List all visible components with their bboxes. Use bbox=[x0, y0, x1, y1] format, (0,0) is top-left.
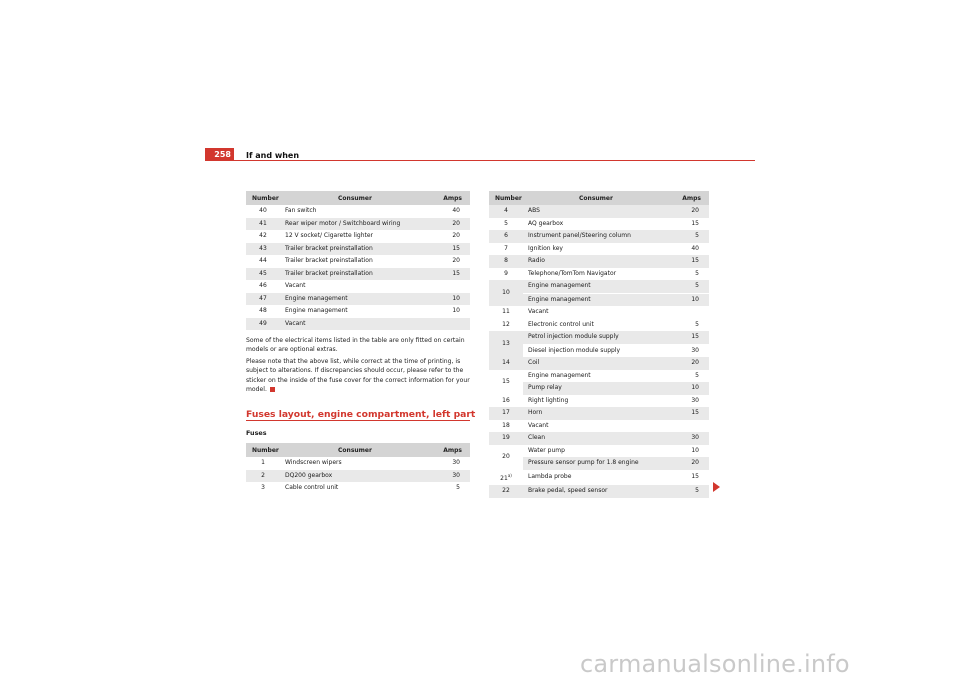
fuse-amps: 15 bbox=[430, 268, 470, 281]
fuse-consumer: DQ200 gearbox bbox=[280, 470, 430, 483]
fuse-amps: 40 bbox=[669, 243, 709, 256]
fuse-consumer: Engine management bbox=[523, 370, 669, 383]
fuse-number: 22 bbox=[489, 485, 523, 498]
fuse-amps: 10 bbox=[430, 305, 470, 318]
fuse-consumer: Petrol injection module supply bbox=[523, 331, 669, 344]
fuse-consumer: Clean bbox=[523, 432, 669, 445]
table-row bbox=[246, 243, 470, 256]
fuse-number: 19 bbox=[489, 432, 523, 445]
table-header-row bbox=[246, 443, 470, 457]
footnote-marker: a) bbox=[507, 472, 512, 478]
section-divider bbox=[246, 420, 470, 421]
fuse-number: 49 bbox=[246, 318, 280, 331]
fuse-amps: 10 bbox=[430, 293, 470, 306]
table-row bbox=[489, 306, 709, 319]
table-header-row bbox=[489, 191, 709, 205]
fuse-amps: 10 bbox=[669, 445, 709, 458]
fuse-number: 44 bbox=[246, 255, 280, 268]
fuse-consumer: Telephone/TomTom Navigator bbox=[523, 268, 669, 281]
fuse-number: 2 bbox=[246, 470, 280, 483]
fuse-amps: 15 bbox=[669, 470, 709, 486]
fuse-consumer: Pressure sensor pump for 1.8 engine bbox=[523, 457, 669, 470]
fuse-consumer: Ignition key bbox=[523, 243, 669, 256]
table-row bbox=[489, 357, 709, 370]
fuse-consumer: Diesel injection module supply bbox=[523, 344, 669, 357]
column-header-consumer: Consumer bbox=[280, 191, 430, 205]
fuse-number: 10 bbox=[489, 280, 523, 306]
table-row bbox=[246, 218, 470, 231]
fuse-consumer: Vacant bbox=[523, 420, 669, 433]
fuse-amps: 30 bbox=[669, 432, 709, 445]
table-header-row bbox=[246, 191, 470, 205]
note-optional-extras: Some of the electrical items listed in the table are only fitted on certain models or are optional extras. bbox=[246, 337, 465, 354]
fuse-amps: 5 bbox=[669, 319, 709, 332]
fuse-table-left-bottom bbox=[246, 443, 470, 495]
fuse-amps: 20 bbox=[669, 357, 709, 370]
fuse-number: 5 bbox=[489, 218, 523, 231]
fuse-consumer: Vacant bbox=[280, 318, 430, 331]
table-row bbox=[489, 243, 709, 256]
fuse-number: 48 bbox=[246, 305, 280, 318]
fuse-number: 17 bbox=[489, 407, 523, 420]
fuse-consumer: Engine management bbox=[523, 293, 669, 306]
table-row bbox=[489, 319, 709, 332]
fuse-consumer: 12 V socket/ Cigarette lighter bbox=[280, 230, 430, 243]
fuse-number: 13 bbox=[489, 331, 523, 357]
table-row bbox=[246, 305, 470, 318]
fuse-consumer: Radio bbox=[523, 255, 669, 268]
fuse-number: 43 bbox=[246, 243, 280, 256]
fuse-consumer: Right lighting bbox=[523, 395, 669, 408]
fuse-number: 6 bbox=[489, 230, 523, 243]
fuse-consumer: Rear wiper motor / Switchboard wiring bbox=[280, 218, 430, 231]
fuse-consumer: Horn bbox=[523, 407, 669, 420]
table-row bbox=[489, 445, 709, 458]
fuse-consumer: Brake pedal, speed sensor bbox=[523, 485, 669, 498]
note-alterations-text: Please note that the above list, while correct at the time of printing, is subject to alterations. If discrepancies should occur, please refer to the sticker on the inside of the fuse cover for the correct information for your model. bbox=[246, 358, 470, 394]
fuse-amps: 5 bbox=[669, 370, 709, 383]
table-row bbox=[489, 470, 709, 486]
table-row bbox=[246, 268, 470, 281]
table-row bbox=[246, 293, 470, 306]
column-header-amps: Amps bbox=[430, 191, 470, 205]
header-divider bbox=[234, 160, 755, 161]
note-alterations bbox=[246, 357, 471, 395]
column-header-amps: Amps bbox=[430, 443, 470, 457]
table-row bbox=[489, 255, 709, 268]
fuse-consumer: Pump relay bbox=[523, 382, 669, 395]
fuse-number: 15 bbox=[489, 370, 523, 395]
fuse-amps bbox=[669, 420, 709, 433]
fuse-amps: 15 bbox=[430, 243, 470, 256]
fuse-consumer: Lambda probe bbox=[523, 470, 669, 486]
fuse-amps: 30 bbox=[669, 395, 709, 408]
fuse-number: 40 bbox=[246, 205, 280, 218]
fuse-number: 4 bbox=[489, 205, 523, 218]
fuse-consumer: ABS bbox=[523, 205, 669, 218]
column-header-number: Number bbox=[489, 191, 523, 205]
column-header-consumer: Consumer bbox=[523, 191, 669, 205]
fuse-number: 46 bbox=[246, 280, 280, 293]
fuse-amps: 20 bbox=[669, 457, 709, 470]
table-row bbox=[489, 420, 709, 433]
table-row bbox=[489, 331, 709, 344]
table-row bbox=[246, 457, 470, 470]
fuse-number: 11 bbox=[489, 306, 523, 319]
table-row bbox=[489, 280, 709, 293]
table-row bbox=[489, 370, 709, 383]
fuse-consumer: Windscreen wipers bbox=[280, 457, 430, 470]
fuse-consumer: Electronic control unit bbox=[523, 319, 669, 332]
fuse-number: 14 bbox=[489, 357, 523, 370]
fuse-number: 1 bbox=[246, 457, 280, 470]
table-row bbox=[246, 205, 470, 218]
fuse-consumer: Fan switch bbox=[280, 205, 430, 218]
fuse-number: 16 bbox=[489, 395, 523, 408]
fuse-table-left-top bbox=[246, 191, 470, 330]
table-row bbox=[489, 268, 709, 281]
fuse-amps: 20 bbox=[430, 218, 470, 231]
fuse-amps: 5 bbox=[430, 482, 470, 495]
page-number: 258 bbox=[205, 148, 234, 161]
table-row bbox=[489, 205, 709, 218]
fuse-amps: 5 bbox=[669, 230, 709, 243]
fuse-number: 8 bbox=[489, 255, 523, 268]
table-row bbox=[246, 280, 470, 293]
fuse-amps: 30 bbox=[430, 457, 470, 470]
fuse-amps: 40 bbox=[430, 205, 470, 218]
fuse-amps: 30 bbox=[430, 470, 470, 483]
fuse-consumer: Cable control unit bbox=[280, 482, 430, 495]
fuse-number: 21 bbox=[500, 474, 508, 482]
table-row bbox=[246, 255, 470, 268]
fuse-consumer: Water pump bbox=[523, 445, 669, 458]
fuse-consumer: Engine management bbox=[280, 305, 430, 318]
watermark: carmanualsonline.info bbox=[580, 650, 850, 678]
fuse-number: 7 bbox=[489, 243, 523, 256]
fuse-amps: 5 bbox=[669, 268, 709, 281]
table-row bbox=[489, 407, 709, 420]
fuse-amps: 10 bbox=[669, 293, 709, 306]
column-header-amps: Amps bbox=[669, 191, 709, 205]
fuse-consumer: Instrument panel/Steering column bbox=[523, 230, 669, 243]
fuse-number: 3 bbox=[246, 482, 280, 495]
table-row bbox=[246, 482, 470, 495]
fuse-number: 18 bbox=[489, 420, 523, 433]
fuse-table-right bbox=[489, 191, 709, 498]
next-page-arrow-icon[interactable] bbox=[713, 482, 720, 492]
fuse-amps: 5 bbox=[669, 485, 709, 498]
fuse-number: 45 bbox=[246, 268, 280, 281]
fuse-amps: 30 bbox=[669, 344, 709, 357]
fuse-amps: 15 bbox=[669, 331, 709, 344]
fuse-consumer: Engine management bbox=[523, 280, 669, 293]
fuses-subheading: Fuses bbox=[246, 429, 267, 437]
fuse-amps: 15 bbox=[669, 407, 709, 420]
fuse-consumer: Coil bbox=[523, 357, 669, 370]
table-row bbox=[489, 218, 709, 231]
fuse-amps: 20 bbox=[669, 205, 709, 218]
fuse-consumer: Trailer bracket preinstallation bbox=[280, 243, 430, 256]
column-header-number: Number bbox=[246, 191, 280, 205]
table-row bbox=[489, 485, 709, 498]
column-header-number: Number bbox=[246, 443, 280, 457]
page-title: If and when bbox=[246, 151, 300, 160]
end-of-section-marker bbox=[270, 387, 275, 392]
fuse-number: 42 bbox=[246, 230, 280, 243]
fuse-consumer: Vacant bbox=[523, 306, 669, 319]
fuse-consumer: AQ gearbox bbox=[523, 218, 669, 231]
table-row bbox=[246, 230, 470, 243]
fuse-amps: 10 bbox=[669, 382, 709, 395]
fuse-amps: 20 bbox=[430, 255, 470, 268]
table-row bbox=[489, 432, 709, 445]
fuse-number: 41 bbox=[246, 218, 280, 231]
fuse-amps: 15 bbox=[669, 255, 709, 268]
fuse-number-with-footnote bbox=[489, 470, 523, 486]
fuse-consumer: Trailer bracket preinstallation bbox=[280, 255, 430, 268]
table-row bbox=[489, 230, 709, 243]
fuse-number: 20 bbox=[489, 445, 523, 470]
table-row bbox=[489, 395, 709, 408]
fuse-number: 9 bbox=[489, 268, 523, 281]
fuse-amps bbox=[669, 306, 709, 319]
fuse-amps bbox=[430, 318, 470, 331]
fuse-number: 12 bbox=[489, 319, 523, 332]
fuse-consumer: Trailer bracket preinstallation bbox=[280, 268, 430, 281]
section-heading: Fuses layout, engine compartment, left part bbox=[246, 409, 476, 420]
fuse-amps bbox=[430, 280, 470, 293]
table-row bbox=[246, 318, 470, 331]
fuse-consumer: Engine management bbox=[280, 293, 430, 306]
column-header-consumer: Consumer bbox=[280, 443, 430, 457]
fuse-amps: 20 bbox=[430, 230, 470, 243]
fuse-consumer: Vacant bbox=[280, 280, 430, 293]
fuse-amps: 15 bbox=[669, 218, 709, 231]
fuse-number: 47 bbox=[246, 293, 280, 306]
table-row bbox=[246, 470, 470, 483]
fuse-amps: 5 bbox=[669, 280, 709, 293]
